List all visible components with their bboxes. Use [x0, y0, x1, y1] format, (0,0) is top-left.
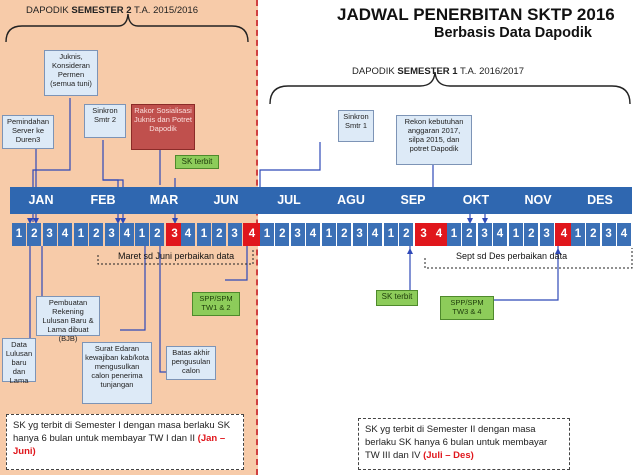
week-cell: 4 [555, 223, 573, 246]
week-cell: 1 [384, 223, 398, 246]
week-cell: 4 [430, 223, 448, 246]
week-cell: 1 [12, 223, 26, 246]
note-sinkron-smtr-2: Sinkron Smtr 2 [84, 104, 126, 138]
week-cell: 2 [586, 223, 600, 246]
note-juknis: Juknis, Konsideran Permen (semua tuni) [44, 50, 98, 96]
note-spp-spm-tw1-2: SPP/SPM TW1 & 2 [192, 292, 240, 316]
week-cell: 4 [181, 223, 195, 246]
week-cell: 3 [43, 223, 57, 246]
month-agu: AGU [337, 193, 365, 207]
week-cell: 2 [89, 223, 103, 246]
week-cell: 1 [135, 223, 149, 246]
page-subtitle: Berbasis Data Dapodik [434, 25, 592, 41]
week-cell: 4 [368, 223, 382, 246]
week-cell: 4 [493, 223, 507, 246]
week-cell: 1 [509, 223, 523, 246]
note-surat-edaran: Surat Edaran kewajiban kab/kota mengusulkan calon penerima tunjangan [82, 342, 152, 404]
summary-semester-2: SK yg terbit di Semester II dengan masa berlaku SK hanya 6 bulan untuk membayar TW III dan IV (Juli – Des) [358, 418, 570, 470]
note-pemindahan-server: Pemindahan Server ke Duren3 [2, 115, 54, 149]
week-cell: 1 [74, 223, 88, 246]
semester-2-label: DAPODIK SEMESTER 2 T.A. 2015/2016 [26, 5, 198, 16]
week-cell: 3 [166, 223, 184, 246]
range-label-left: Maret sd Juni perbaikan data [118, 251, 235, 261]
note-spp-spm-tw3-4: SPP/SPM TW3 & 4 [440, 296, 494, 320]
week-cell: 4 [58, 223, 72, 246]
month-jun: JUN [213, 193, 239, 207]
week-cell: 4 [306, 223, 320, 246]
week-cell: 3 [540, 223, 554, 246]
note-batas-akhir: Batas akhir pengusulan calon [166, 346, 216, 380]
month-nov: NOV [524, 193, 552, 207]
week-cell: 2 [212, 223, 226, 246]
week-cell: 1 [322, 223, 336, 246]
week-cell: 4 [243, 223, 261, 246]
note-rakor-sosialisasi: Rakor Sosialisasi Juknis dan Potret Dapodik [131, 104, 195, 150]
week-cell: 3 [105, 223, 119, 246]
range-label-right: Sept sd Des perbaikan data [456, 251, 568, 261]
month-jan: JAN [28, 193, 54, 207]
week-cell: 3 [602, 223, 616, 246]
week-cell: 2 [524, 223, 538, 246]
month-mar: MAR [149, 193, 179, 207]
week-cell: 4 [617, 223, 631, 246]
note-rekon-kebutuhan: Rekon kebutuhan anggaran 2017, silpa 2015, dan potret Dapodik [396, 115, 472, 165]
week-cell: 1 [197, 223, 211, 246]
week-cell: 1 [260, 223, 274, 246]
note-sk-terbit-1: SK terbit [175, 155, 219, 169]
week-cell: 2 [27, 223, 41, 246]
note-sk-terbit-2: SK terbit [376, 290, 418, 306]
page-title: JADWAL PENERBITAN SKTP 2016 [337, 5, 615, 24]
week-cell: 1 [571, 223, 585, 246]
week-cell: 2 [399, 223, 413, 246]
month-feb: FEB [90, 193, 116, 207]
week-cell: 1 [447, 223, 461, 246]
week-cell: 3 [291, 223, 305, 246]
week-cell: 4 [120, 223, 134, 246]
month-des: DES [587, 193, 613, 207]
week-cell: 2 [337, 223, 351, 246]
week-cell: 2 [150, 223, 164, 246]
week-cell: 3 [478, 223, 492, 246]
week-cell: 3 [353, 223, 367, 246]
note-pembuatan-rekening: Pembuatan Rekening Lulusan Baru & Lama dibuat (BJB) [36, 296, 100, 336]
month-jul: JUL [277, 193, 301, 207]
week-cell: 2 [462, 223, 476, 246]
note-sinkron-smtr-1: Sinkron Smtr 1 [338, 110, 374, 142]
semester-1-label: DAPODIK SEMESTER 1 T.A. 2016/2017 [352, 66, 524, 77]
week-cell: 3 [415, 223, 433, 246]
week-cell: 3 [228, 223, 242, 246]
summary-semester-1: SK yg terbit di Semester I dengan masa berlaku SK hanya 6 bulan untuk membayar TW I dan II (Jan – Juni) [6, 414, 244, 470]
month-sep: SEP [400, 193, 426, 207]
note-data-lulusan: Data Lulusan baru dan Lama [2, 338, 36, 382]
week-cell: 2 [275, 223, 289, 246]
month-okt: OKT [462, 193, 490, 207]
